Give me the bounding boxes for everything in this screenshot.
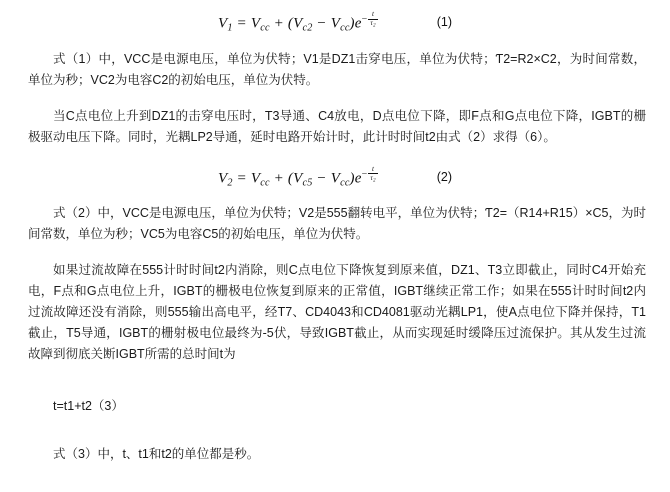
spacer-before-formula3	[0, 365, 670, 383]
equation-1-exponent-fraction: $\frac{t}{\tau_2}$	[370, 10, 376, 29]
paragraph-1: 式（1）中，VCC是电源电压，单位为伏特；V1是DZ1击穿电压，单位为伏特；Ƭ2=R2×C2，为时间常数，单位为秒；VC2为电容C2的初始电压，单位为伏特。	[28, 51, 646, 87]
paragraph-4: 如果过流故障在555计时时间t2内消除，则C点电位下降恢复到原来值，DZ1、T3立即截止，同时C4开始充电，F点和G点电位上升，IGBT的栅极电位恢复到原来的正常值，IGBT继续正常工作；如果在555计时时间t2内过流故障还没有消除，则555输出高电平，经T7、CD4043和CD4081驱动光耦LP1，使A点电位下降并保持，T1截止，T5导通，IGBT的栅射极电位最终为-5伏，导致IGBT截止，从而实现延时缓降压过流保护。其从发生过流故障到彻底关断IGBT所需的总时间t为	[28, 263, 646, 361]
equation-2-body: $V2 = V_{cc} + (V_{c5} - V_{cc})e^{- \frac{t}{\tau_2}}$	[218, 166, 379, 189]
spacer-before-eq2	[0, 148, 670, 166]
equation-1-v-subscript: 1	[227, 22, 233, 34]
spacer-after-eq1	[0, 34, 670, 49]
equation-2-number: (2)	[436, 169, 453, 184]
equation-2-vcc2-subscript: cc	[340, 177, 350, 188]
equation-2-row	[0, 166, 670, 189]
formula-3: t=t1+t2（3）	[53, 398, 124, 413]
top-spacer	[0, 0, 670, 11]
equation-1-row	[0, 11, 670, 34]
equation-2-vc5-subscript: c5	[302, 177, 313, 188]
equation-2-vcc-subscript: cc	[260, 177, 270, 188]
equation-1-body: $V1 = V_{cc} + (V_{c2} - V_{cc})e^{- \frac{t}{\tau_2}}$	[218, 11, 379, 34]
paragraph-2: 当C点电位上升到DZ1的击穿电压时，T3导通、C4放电，D点电位下降，即F点和G点电位下降，IGBT的栅极驱动电压下降。同时，光耦LP2导通，延时电路开始计时，此计时时间t2由式（2）求得（6）。	[28, 108, 646, 144]
equation-2-exponent-fraction: $\frac{t}{\tau_2}$	[370, 164, 376, 184]
equation-1-exponent: − t τ2	[361, 10, 376, 29]
spacer-after-formula3	[0, 429, 670, 444]
equation-1-number: (1)	[436, 15, 453, 30]
equation-1-vcc2-subscript: cc	[340, 22, 350, 34]
equation-1-vc2-subscript: c2	[302, 22, 313, 34]
equation-2-exponent: − t τ2	[361, 164, 376, 184]
spacer-after-para3	[0, 245, 670, 260]
equation-2-v-subscript: 2	[227, 177, 233, 188]
paragraph-3: 式（2）中，VCC是电源电压，单位为伏特；V2是555翻转电平，单位为伏特；Ƭ2=（R14+R15）×C5，为时间常数，单位为秒；VC5为电容C5的初始电压，单位为伏特。	[28, 206, 646, 241]
spacer-after-para1	[0, 91, 670, 106]
paragraph-5: 式（3）中，t、t1和t2的单位都是秒。	[53, 447, 260, 461]
spacer-after-eq2	[0, 188, 670, 203]
equation-1-vcc-subscript: cc	[260, 22, 270, 34]
